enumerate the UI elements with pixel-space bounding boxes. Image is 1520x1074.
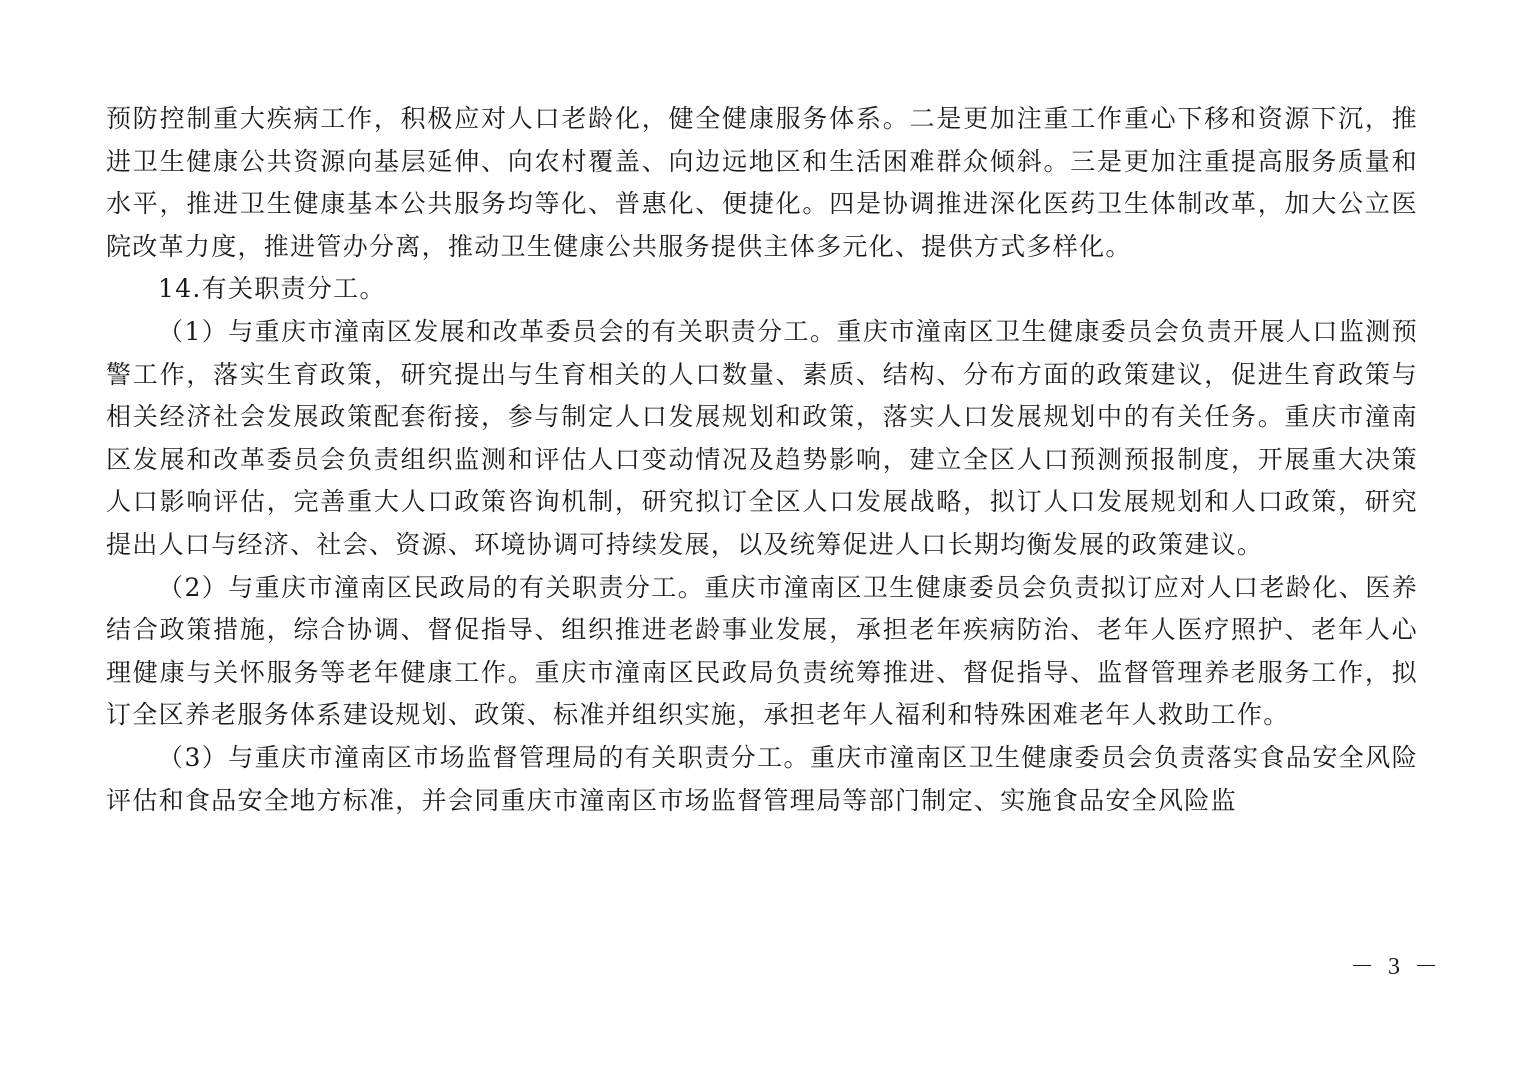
paragraph-item-1: （1）与重庆市潼南区发展和改革委员会的有关职责分工。重庆市潼南区卫生健康委员会负责开展人口监测预警工作，落实生育政策，研究提出与生育相关的人口数量、素质、结构、分布方面的政策建议，促进生育政策与相关经济社会发展政策配套衔接，参与制定人口发展规划和政策，落实人口发展规划中的有关任务。重庆市潼南区发展和改革委员会负责组织监测和评估人口变动情况及趋势影响，建立全区人口预测预报制度，开展重大决策人口影响评估，完善重大人口政策咨询机制，研究拟订全区人口发展战略，拟订人口发展规划和人口政策，研究提出人口与经济、社会、资源、环境协调可持续发展，以及统筹促进人口长期均衡发展的政策建议。 [106,316,1418,559]
paragraph-continuation: 预防控制重大疾病工作，积极应对人口老龄化，健全健康服务体系。二是更加注重工作重心下移和资源下沉，推进卫生健康公共资源向基层延伸、向农村覆盖、向边远地区和生活困难群众倾斜。三是更加注重提高服务质量和水平，推进卫生健康基本公共服务均等化、普惠化、便捷化。四是协调推进深化医药卫生体制改革，加大公立医院改革力度，推进管办分离，推动卫生健康公共服务提供主体多元化、提供方式多样化。 [106,104,1418,261]
paragraph-item-3: （3）与重庆市潼南区市场监督管理局的有关职责分工。重庆市潼南区卫生健康委员会负责落实食品安全风险评估和食品安全地方标准，并会同重庆市潼南区市场监督管理局等部门制定、实施食品安全风险监 [106,742,1418,815]
page-number: － 3 － [1350,954,1442,980]
paragraph-item-2: （2）与重庆市潼南区民政局的有关职责分工。重庆市潼南区卫生健康委员会负责拟订应对人口老龄化、医养结合政策措施，综合协调、督促指导、组织推进老龄事业发展，承担老年疾病防治、老年人医疗照护、老年人心理健康与关怀服务等老年健康工作。重庆市潼南区民政局负责统筹推进、督促指导、监督管理养老服务工作，拟订全区养老服务体系建设规划、政策、标准并组织实施，承担老年人福利和特殊困难老年人救助工作。 [106,572,1418,730]
section-heading: 14.有关职责分工。 [158,274,386,304]
document-body [106,98,1418,822]
